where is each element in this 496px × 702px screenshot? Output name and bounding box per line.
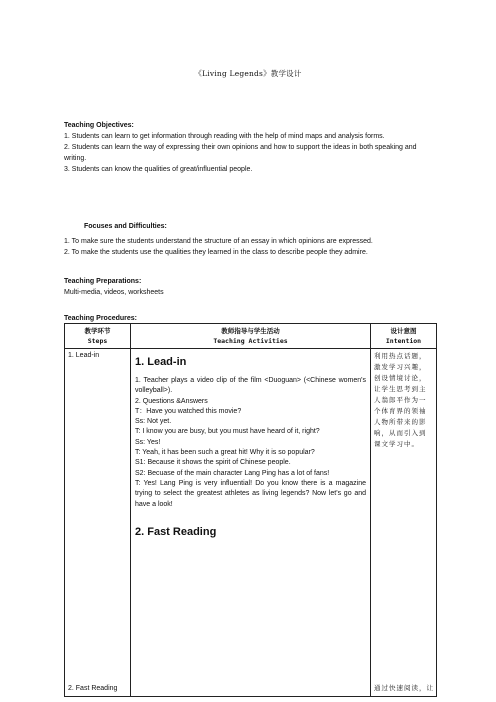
- header-steps-zh: 教学环节: [84, 327, 111, 335]
- focus-item: 2. To make the students use the qualities they learned in the class to describe people they admire.: [64, 249, 368, 256]
- procedures-table: [64, 323, 437, 697]
- procedures-heading: Teaching Procedures:: [64, 315, 138, 322]
- table-header-row: [65, 324, 437, 349]
- activity-line: T: I know you are busy, but you must have heard of it, right?: [135, 428, 320, 436]
- intention-text: 利用热点话题，激发学习兴趣，创设情境讨论，让学生思考到主人翁郎平作为一个体育界的领袖人物所带来的影响，从而引入到课文学习中。: [374, 352, 427, 448]
- header-activities-en: Teaching Activities: [213, 337, 288, 345]
- activity-line: T: Yeah, it has been such a great hit! Why it is so popular?: [135, 449, 315, 457]
- intention-cell: [371, 349, 437, 697]
- intention-text: 通过快速阅读，让: [374, 684, 434, 692]
- activity-line: 1. Teacher plays a video clip of the film <Duoguan> (<Chinese women's volleyball>).: [135, 377, 366, 395]
- objective-item: 3. Students can know the qualities of great/influential people.: [64, 166, 253, 173]
- header-steps-en: Steps: [87, 337, 108, 345]
- objectives-heading: Teaching Objectives:: [64, 122, 134, 129]
- objective-item: 1. Students can learn to get information through reading with the help of mind maps and analysis forms.: [64, 133, 385, 140]
- focuses-heading: Focuses and Difficulties:: [84, 223, 167, 230]
- step-label: 2. Fast Reading: [68, 685, 118, 692]
- activity-line: S2: Becuase of the main character Lang Ping has a lot of fans!: [135, 469, 330, 477]
- header-intention: [371, 324, 437, 349]
- activity-line: T：Have you watched this movie?: [135, 407, 242, 415]
- activity-heading: 1. Lead-in: [135, 356, 187, 368]
- objectives-section: [64, 120, 436, 175]
- activity-line: Ss: Yes!: [135, 438, 161, 446]
- header-activities: [131, 324, 371, 349]
- step-cell: [65, 349, 131, 697]
- activity-line: 2. Questions &Answers: [135, 397, 208, 405]
- preparations-text: Multi-media, videos, worksheets: [64, 289, 164, 296]
- objective-item: 2. Students can learn the way of expressing their own opinions and how to support the ideas in both speaking and writing.: [64, 144, 417, 162]
- preparations-heading: Teaching Preparations:: [64, 278, 142, 285]
- header-steps: [65, 324, 131, 349]
- focuses-section: [64, 221, 436, 258]
- document-title: 《Living Legends》教学设计: [194, 69, 302, 78]
- header-activities-zh: 教师指导与学生活动: [221, 327, 280, 335]
- preparations-section: [64, 276, 436, 298]
- step-label: 1. Lead-in: [68, 352, 100, 359]
- focus-item: 1. To make sure the students understand the structure of an essay in which opinions are expressed.: [64, 238, 373, 245]
- activities-cell: [131, 349, 371, 697]
- table-row: [65, 349, 437, 697]
- activity-line: S1: Because it shows the spirit of Chinese people.: [135, 459, 291, 467]
- activity-line: Ss: Not yet.: [135, 418, 172, 426]
- header-intention-zh: 设计意图: [390, 327, 417, 335]
- activity-line: T: Yes! Lang Ping is very influential! Do you know there is a magazine trying to select the greatest athletes as living legends? Now let's go and have a look!: [135, 479, 366, 508]
- header-intention-en: Intention: [385, 337, 422, 345]
- activity-heading: 2. Fast Reading: [135, 525, 217, 538]
